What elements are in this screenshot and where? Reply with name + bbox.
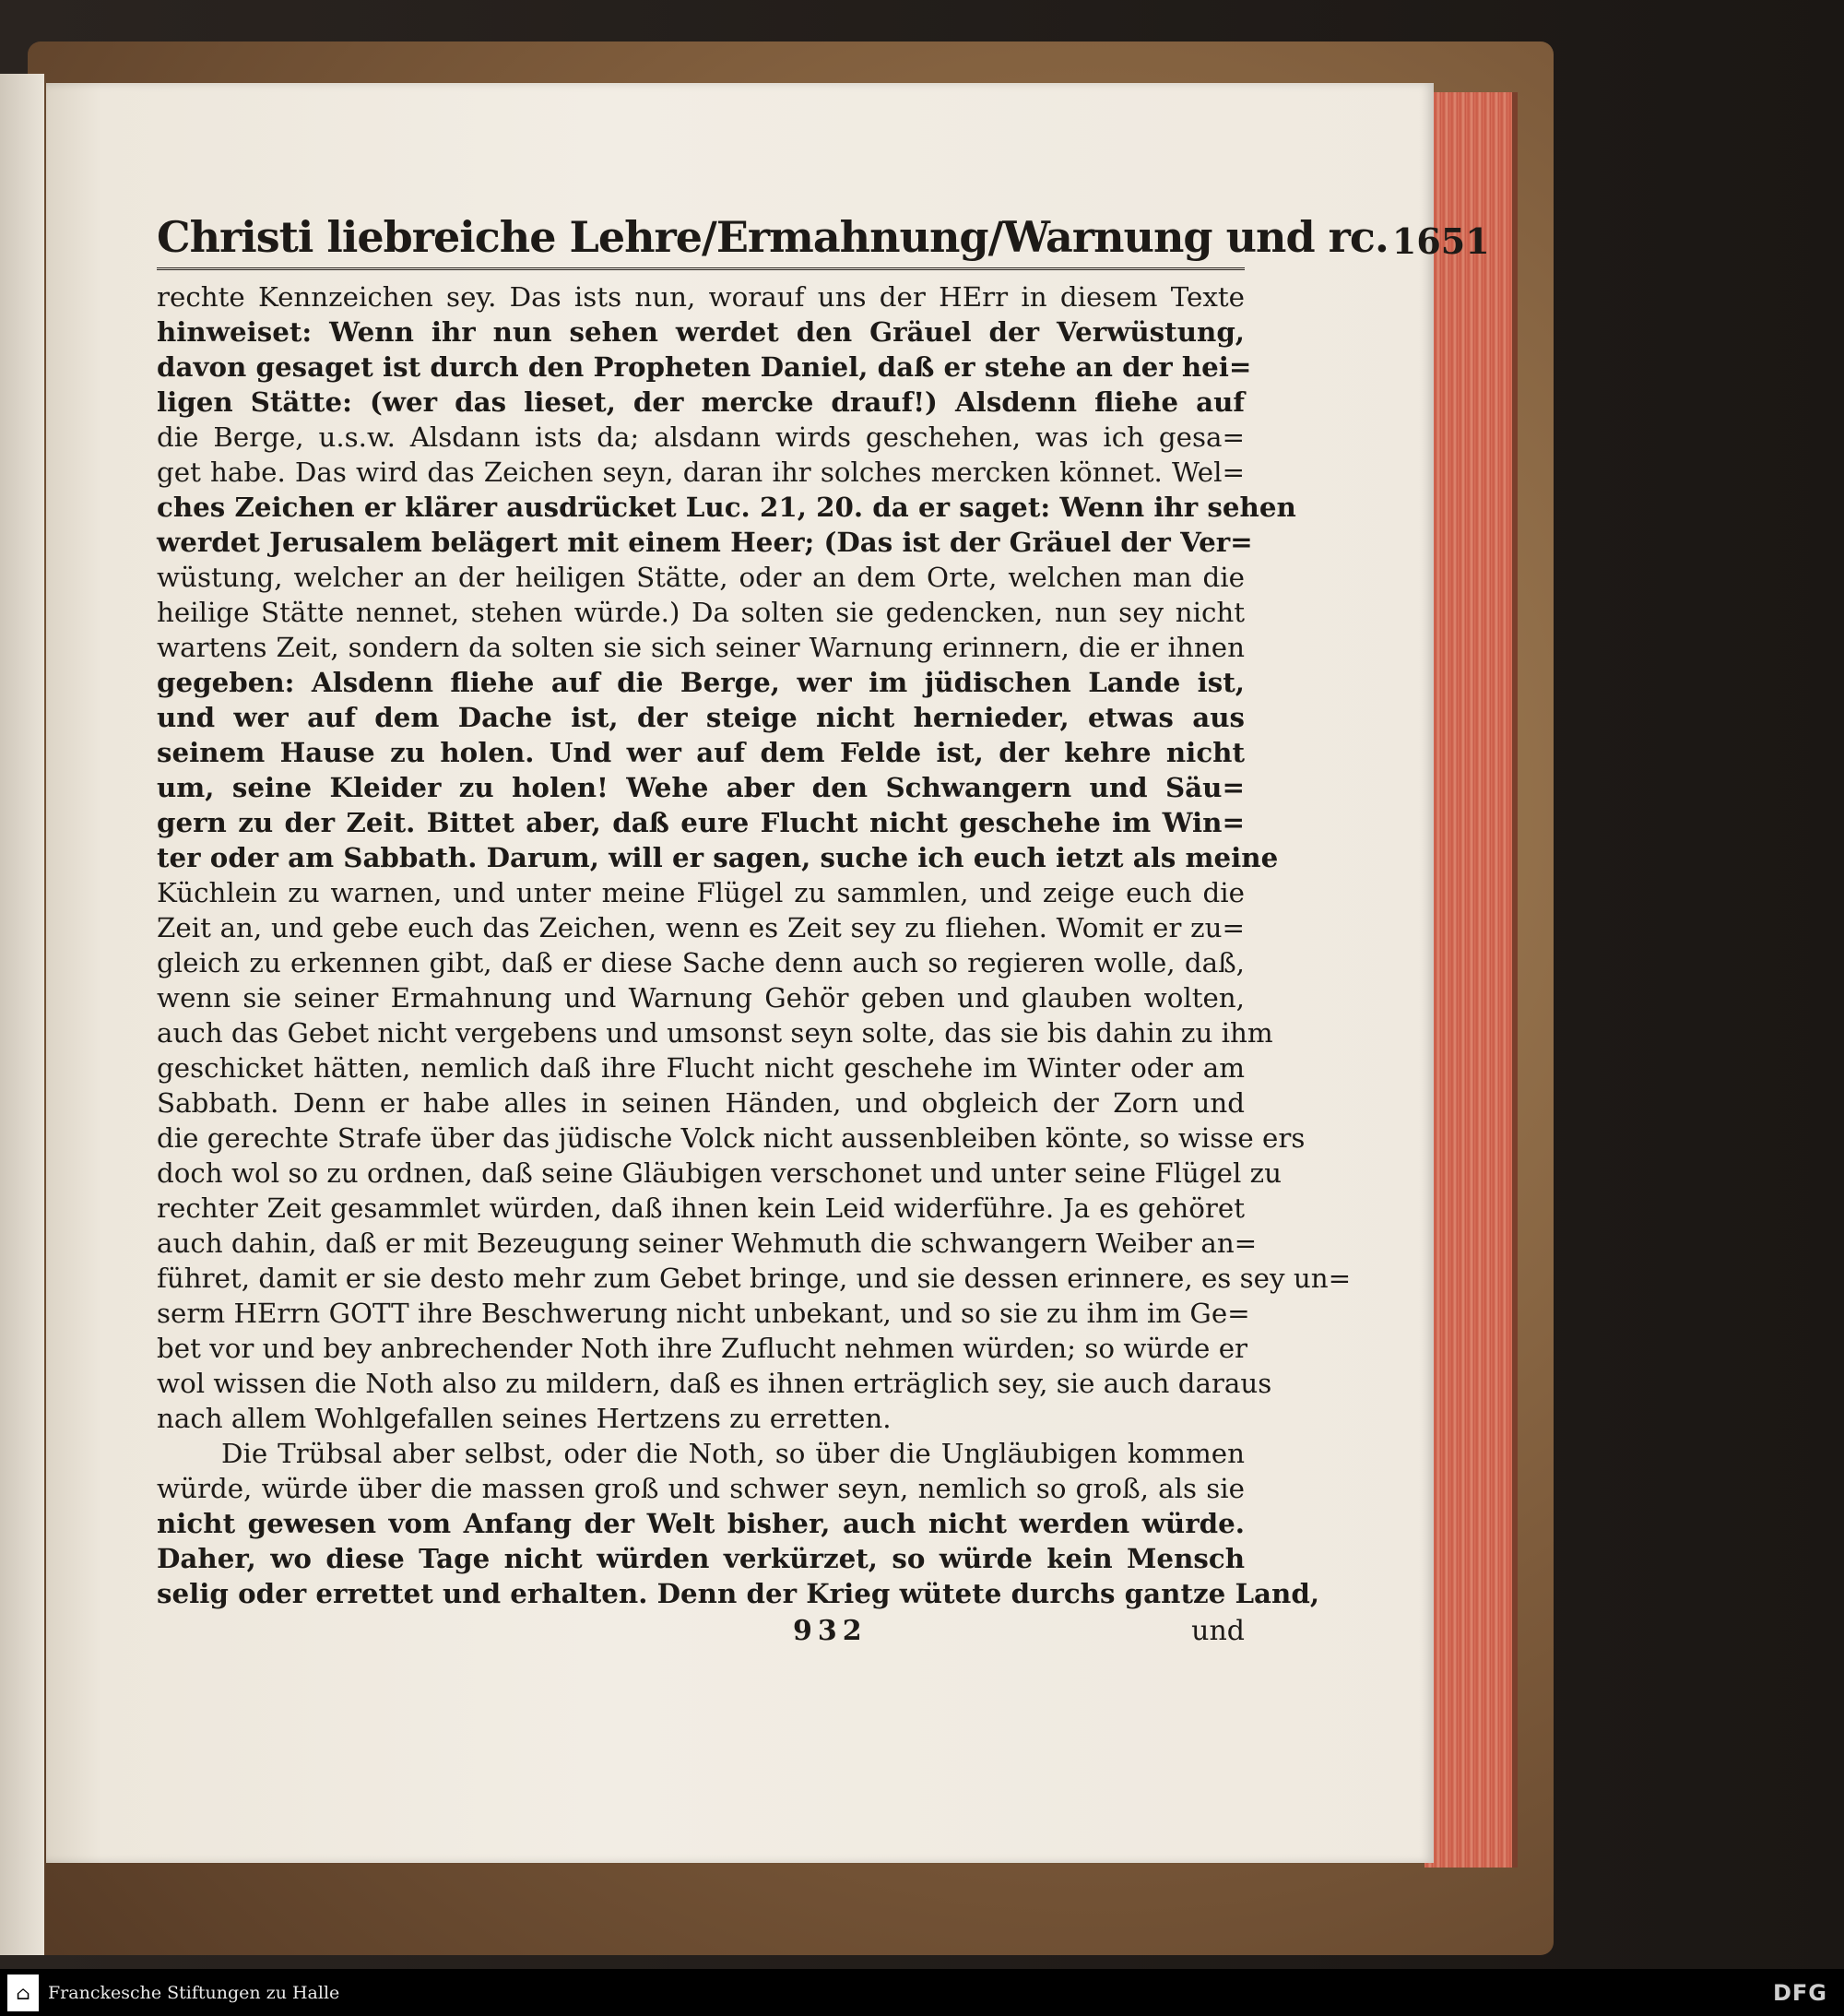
running-year: 1651: [1391, 220, 1490, 262]
institution-name: Franckesche Stiftungen zu Halle: [48, 1982, 340, 2003]
text-line: führet, damit er sie desto mehr zum Gebet bringe, und sie dessen erinnere, es sey un=: [157, 1263, 1352, 1294]
book-page: [46, 83, 1490, 1863]
text-line: nach allem Wohlgefallen seines Hertzens zu erretten.: [157, 1403, 892, 1434]
text-line: Daher, wo diese Tage nicht würden verkürzet, so würde kein Mensch: [157, 1542, 1245, 1574]
text-line: und wer auf dem Dache ist, der steige nicht hernieder, etwas aus: [157, 701, 1245, 733]
text-line: würde, würde über die massen groß und schwer seyn, nemlich so groß, als sie: [157, 1473, 1245, 1504]
text-line: wol wissen die Noth also zu mildern, daß es ihnen erträglich sey, sie auch daraus: [157, 1368, 1272, 1399]
text-line: Sabbath. Denn er habe alles in seinen Händen, und obgleich der Zorn und: [157, 1087, 1245, 1119]
signature-mark: 932: [793, 1615, 868, 1647]
text-line: rechte Kennzeichen sey. Das ists nun, worauf uns der HErr in diesem Texte: [157, 281, 1245, 313]
text-line: get habe. Das wird das Zeichen seyn, daran ihr solches mercken könnet. Wel=: [157, 457, 1245, 488]
text-line: Die Trübsal aber selbst, oder die Noth, so über die Ungläubigen kommen: [221, 1438, 1245, 1469]
text-line: bet vor und bey anbrechender Noth ihre Zuflucht nehmen würden; so würde er: [157, 1333, 1248, 1364]
text-line: um, seine Kleider zu holen! Wehe aber den Schwangern und Säu=: [157, 771, 1245, 803]
text-line: hinweiset: Wenn ihr nun sehen werdet den Gräuel der Verwüstung,: [157, 315, 1245, 348]
text-line: wüstung, welcher an der heiligen Stätte, oder an dem Orte, welchen man die: [157, 562, 1245, 593]
dfg-logo[interactable]: DFG: [1772, 1979, 1827, 2006]
catchword: und: [1191, 1615, 1245, 1647]
text-line: doch wol so zu ordnen, daß seine Gläubigen verschonet und unter seine Flügel zu: [157, 1157, 1282, 1189]
running-head: [157, 212, 1490, 270]
running-title: Christi liebreiche Lehre/Ermahnung/Warnung und rc.: [157, 212, 1389, 262]
institution-credit[interactable]: [0, 1974, 339, 2011]
text-line: seinem Hause zu holen. Und wer auf dem Felde ist, der kehre nicht: [157, 736, 1245, 768]
text-line: heilige Stätte nennet, stehen würde.) Da solten sie gedencken, nun sey nicht: [157, 597, 1245, 628]
text-line: die gerechte Strafe über das jüdische Volck nicht aussenbleiben könte, so wisse ers: [157, 1122, 1306, 1154]
viewer-footer-bar: [0, 1969, 1844, 2016]
body-text: [157, 279, 1352, 1611]
text-line: ter oder am Sabbath. Darum, will er sagen, suche ich euch ietzt als meine: [157, 841, 1279, 873]
text-line: auch das Gebet nicht vergebens und umsonst seyn solte, das sie bis dahin zu ihm: [157, 1017, 1273, 1049]
text-line: auch dahin, daß er mit Bezeugung seiner Wehmuth die schwangern Weiber an=: [157, 1227, 1258, 1259]
text-line: werdet Jerusalem belägert mit einem Heer; (Das ist der Gräuel der Ver=: [157, 526, 1253, 558]
text-line: die Berge, u.s.w. Alsdann ists da; alsdann wirds geschehen, was ich gesa=: [157, 421, 1245, 453]
page-edges-red: [1424, 92, 1518, 1868]
previous-page-edge: [0, 74, 44, 1955]
text-line: ligen Stätte: (wer das lieset, der mercke drauf!) Alsdenn fliehe auf: [157, 385, 1245, 418]
text-line: geschicket hätten, nemlich daß ihre Flucht nicht geschehe im Winter oder am: [157, 1052, 1245, 1084]
text-line: serm HErrn GOTT ihre Beschwerung nicht unbekant, und so sie zu ihm im Ge=: [157, 1298, 1250, 1329]
text-line: wartens Zeit, sondern da solten sie sich seiner Warnung erinnern, die er ihnen: [157, 632, 1245, 663]
text-line: Küchlein zu warnen, und unter meine Flügel zu sammlen, und zeige euch die: [157, 877, 1245, 908]
text-line: Zeit an, und gebe euch das Zeichen, wenn es Zeit sey zu fliehen. Womit er zu=: [157, 912, 1245, 943]
text-line: wenn sie seiner Ermahnung und Warnung Gehör geben und glauben wolten,: [157, 982, 1245, 1014]
text-line: nicht gewesen vom Anfang der Welt bisher, auch nicht werden würde.: [157, 1507, 1245, 1539]
institution-logo-icon: ⌂: [7, 1974, 39, 2011]
page-footer: [157, 1615, 1245, 1647]
text-line: selig oder errettet und erhalten. Denn der Krieg wütete durchs gantze Land,: [157, 1577, 1320, 1609]
text-line: gern zu der Zeit. Bittet aber, daß eure Flucht nicht geschehe im Win=: [157, 806, 1245, 838]
text-line: davon gesaget ist durch den Propheten Daniel, daß er stehe an der hei=: [157, 350, 1252, 383]
text-line: gegeben: Alsdenn fliehe auf die Berge, wer im jüdischen Lande ist,: [157, 666, 1245, 698]
text-line: gleich zu erkennen gibt, daß er diese Sache denn auch so regieren wolle, daß,: [157, 947, 1245, 978]
text-line: ches Zeichen er klärer ausdrücket Luc. 21, 20. da er saget: Wenn ihr sehen: [157, 491, 1296, 523]
text-line: rechter Zeit gesammlet würden, daß ihnen kein Leid widerführe. Ja es gehöret: [157, 1192, 1245, 1224]
text-block: [157, 212, 1490, 1647]
